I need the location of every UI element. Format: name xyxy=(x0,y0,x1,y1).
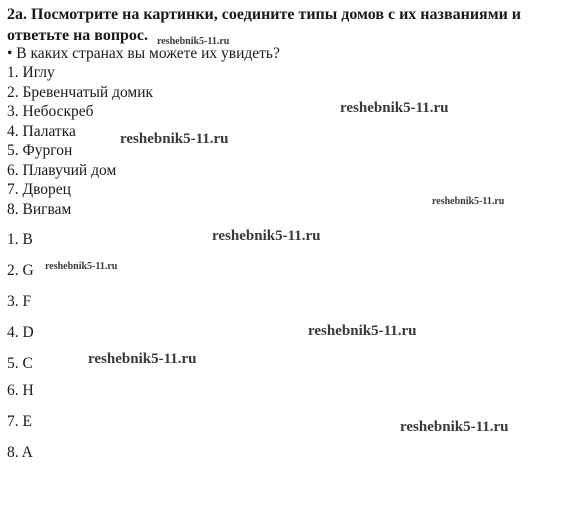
house-item: 3. Небоскреб xyxy=(7,103,94,120)
watermark: reshebnik5-11.ru xyxy=(308,323,417,339)
house-item: 1. Иглу xyxy=(7,64,55,81)
house-item: 2. Бревенчатый домик xyxy=(7,83,154,101)
house-item: 4. Палатка xyxy=(7,122,76,140)
watermark: reshebnik5-11.ru xyxy=(88,351,197,367)
task-question: • В каких странах вы можете их увидеть? xyxy=(7,45,280,62)
answer-item: 7. E xyxy=(7,413,32,430)
watermark: reshebnik5-11.ru xyxy=(432,196,505,207)
answer-item: 3. F xyxy=(7,293,32,310)
watermark: reshebnik5-11.ru xyxy=(212,228,321,244)
answer-item: 2. G xyxy=(7,262,34,279)
answer-item: 8. A xyxy=(7,444,33,461)
task-title: 2a. Посмотрите на картинки, соедините типы домов с их названиями и ответьте на вопрос. xyxy=(7,6,522,44)
house-item: 7. Дворец xyxy=(7,181,71,198)
watermark: reshebnik5-11.ru xyxy=(157,36,230,47)
answer-item: 6. H xyxy=(7,382,34,399)
house-item: 8. Вигвам xyxy=(7,200,72,218)
answer-item: 5. C xyxy=(7,355,33,372)
watermark: reshebnik5-11.ru xyxy=(400,419,509,435)
house-item: 5. Фургон xyxy=(7,142,73,159)
watermark: reshebnik5-11.ru xyxy=(120,131,229,147)
watermark: reshebnik5-11.ru xyxy=(45,261,118,272)
house-item: 6. Плавучий дом xyxy=(7,161,117,179)
answer-item: 1. B xyxy=(7,231,33,248)
answer-item: 4. D xyxy=(7,324,34,341)
watermark: reshebnik5-11.ru xyxy=(340,100,449,116)
